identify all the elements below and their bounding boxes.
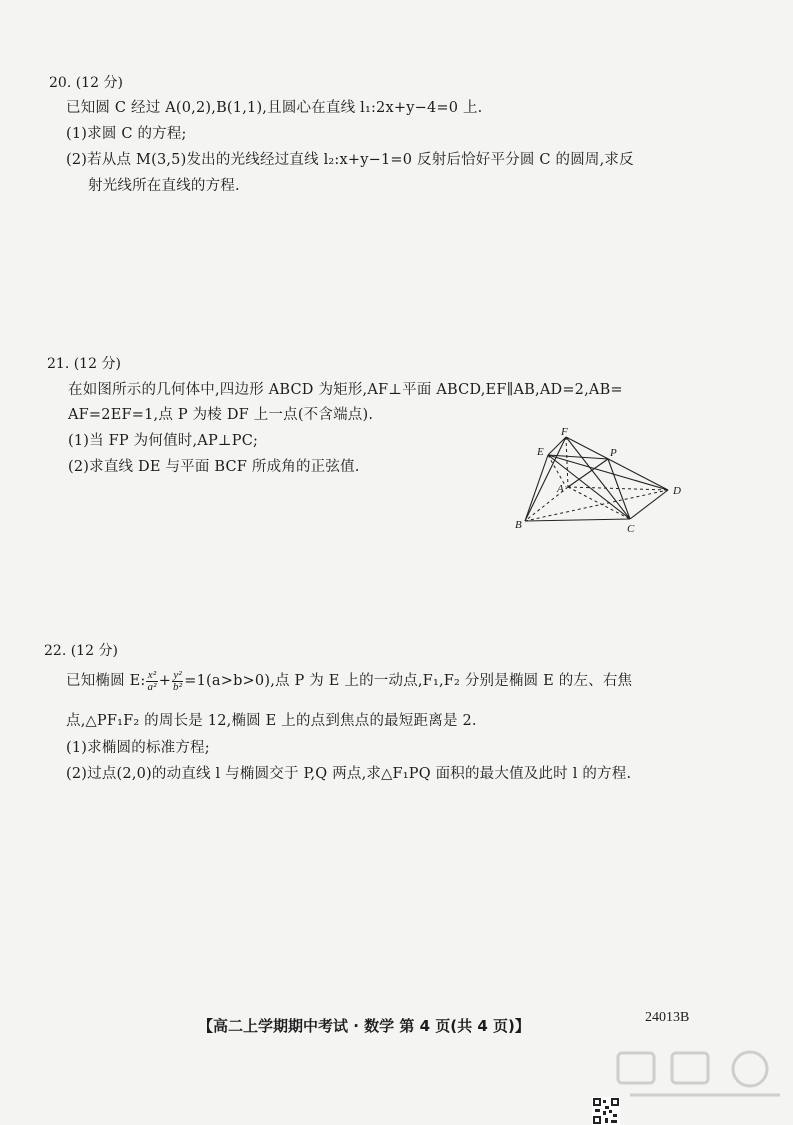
q20-part1: (1)求圆 C 的方程; — [66, 126, 187, 142]
qr-code-icon — [592, 1097, 620, 1125]
fraction-x: $\frac{\text{x²}}{\text{a²}}$ — [147, 668, 157, 693]
geometry-figure — [505, 420, 695, 540]
page-footer: 【高二上学期期中考试 · 数学 第 4 页(共 4 页)】 — [198, 1017, 530, 1035]
fraction-y: $\frac{\text{y²}}{\text{b²}}$ — [173, 668, 183, 693]
q22-part2: (2)过点(2,0)的动直线 l 与椭圆交于 P,Q 两点,求△F₁PQ 面积的最大值及此时 l 的方程. — [66, 766, 632, 782]
watermark-logo — [600, 1045, 790, 1120]
q22-heading: 22. (12 分) — [44, 643, 118, 659]
q22-stem-post: =1(a>b>0),点 P 为 E 上的一动点,F₁,F₂ 分别是椭圆 E 的左、右焦 — [184, 673, 633, 689]
q22-stem-pre: 已知椭圆 E: — [66, 673, 146, 689]
q22-part1: (1)求椭圆的标准方程; — [66, 740, 210, 756]
q22-stem — [66, 669, 632, 693]
q21-heading: 21. (12 分) — [47, 356, 121, 372]
q21-stem-cont: AF=2EF=1,点 P 为棱 DF 上一点(不含端点). — [68, 407, 374, 423]
q21-part1: (1)当 FP 为何值时,AP⊥PC; — [68, 433, 259, 449]
label-P: P — [610, 447, 617, 459]
plus-sign: + — [158, 673, 172, 689]
label-B: B — [515, 519, 522, 531]
label-F: F — [561, 426, 568, 438]
q21-stem: 在如图所示的几何体中,四边形 ABCD 为矩形,AF⊥平面 ABCD,EF∥AB,AD=2,AB= — [68, 382, 623, 398]
label-E: E — [537, 446, 544, 458]
label-D: D — [673, 485, 681, 497]
q20-part2-cont: 射光线所在直线的方程. — [88, 178, 240, 194]
q20-stem: 已知圆 C 经过 A(0,2),B(1,1),且圆心在直线 l₁:2x+y−4=0 上. — [66, 100, 483, 116]
q20-heading: 20. (12 分) — [49, 75, 123, 91]
label-C: C — [627, 523, 635, 535]
q21-part2: (2)求直线 DE 与平面 BCF 所成角的正弦值. — [68, 459, 360, 475]
exam-code: 24013B — [645, 1010, 690, 1025]
q20-part2: (2)若从点 M(3,5)发出的光线经过直线 l₂:x+y−1=0 反射后恰好平分圆 C 的圆周,求反 — [66, 152, 634, 168]
q22-stem-cont: 点,△PF₁F₂ 的周长是 12,椭圆 E 上的点到焦点的最短距离是 2. — [66, 713, 477, 729]
label-A: A — [557, 483, 564, 495]
